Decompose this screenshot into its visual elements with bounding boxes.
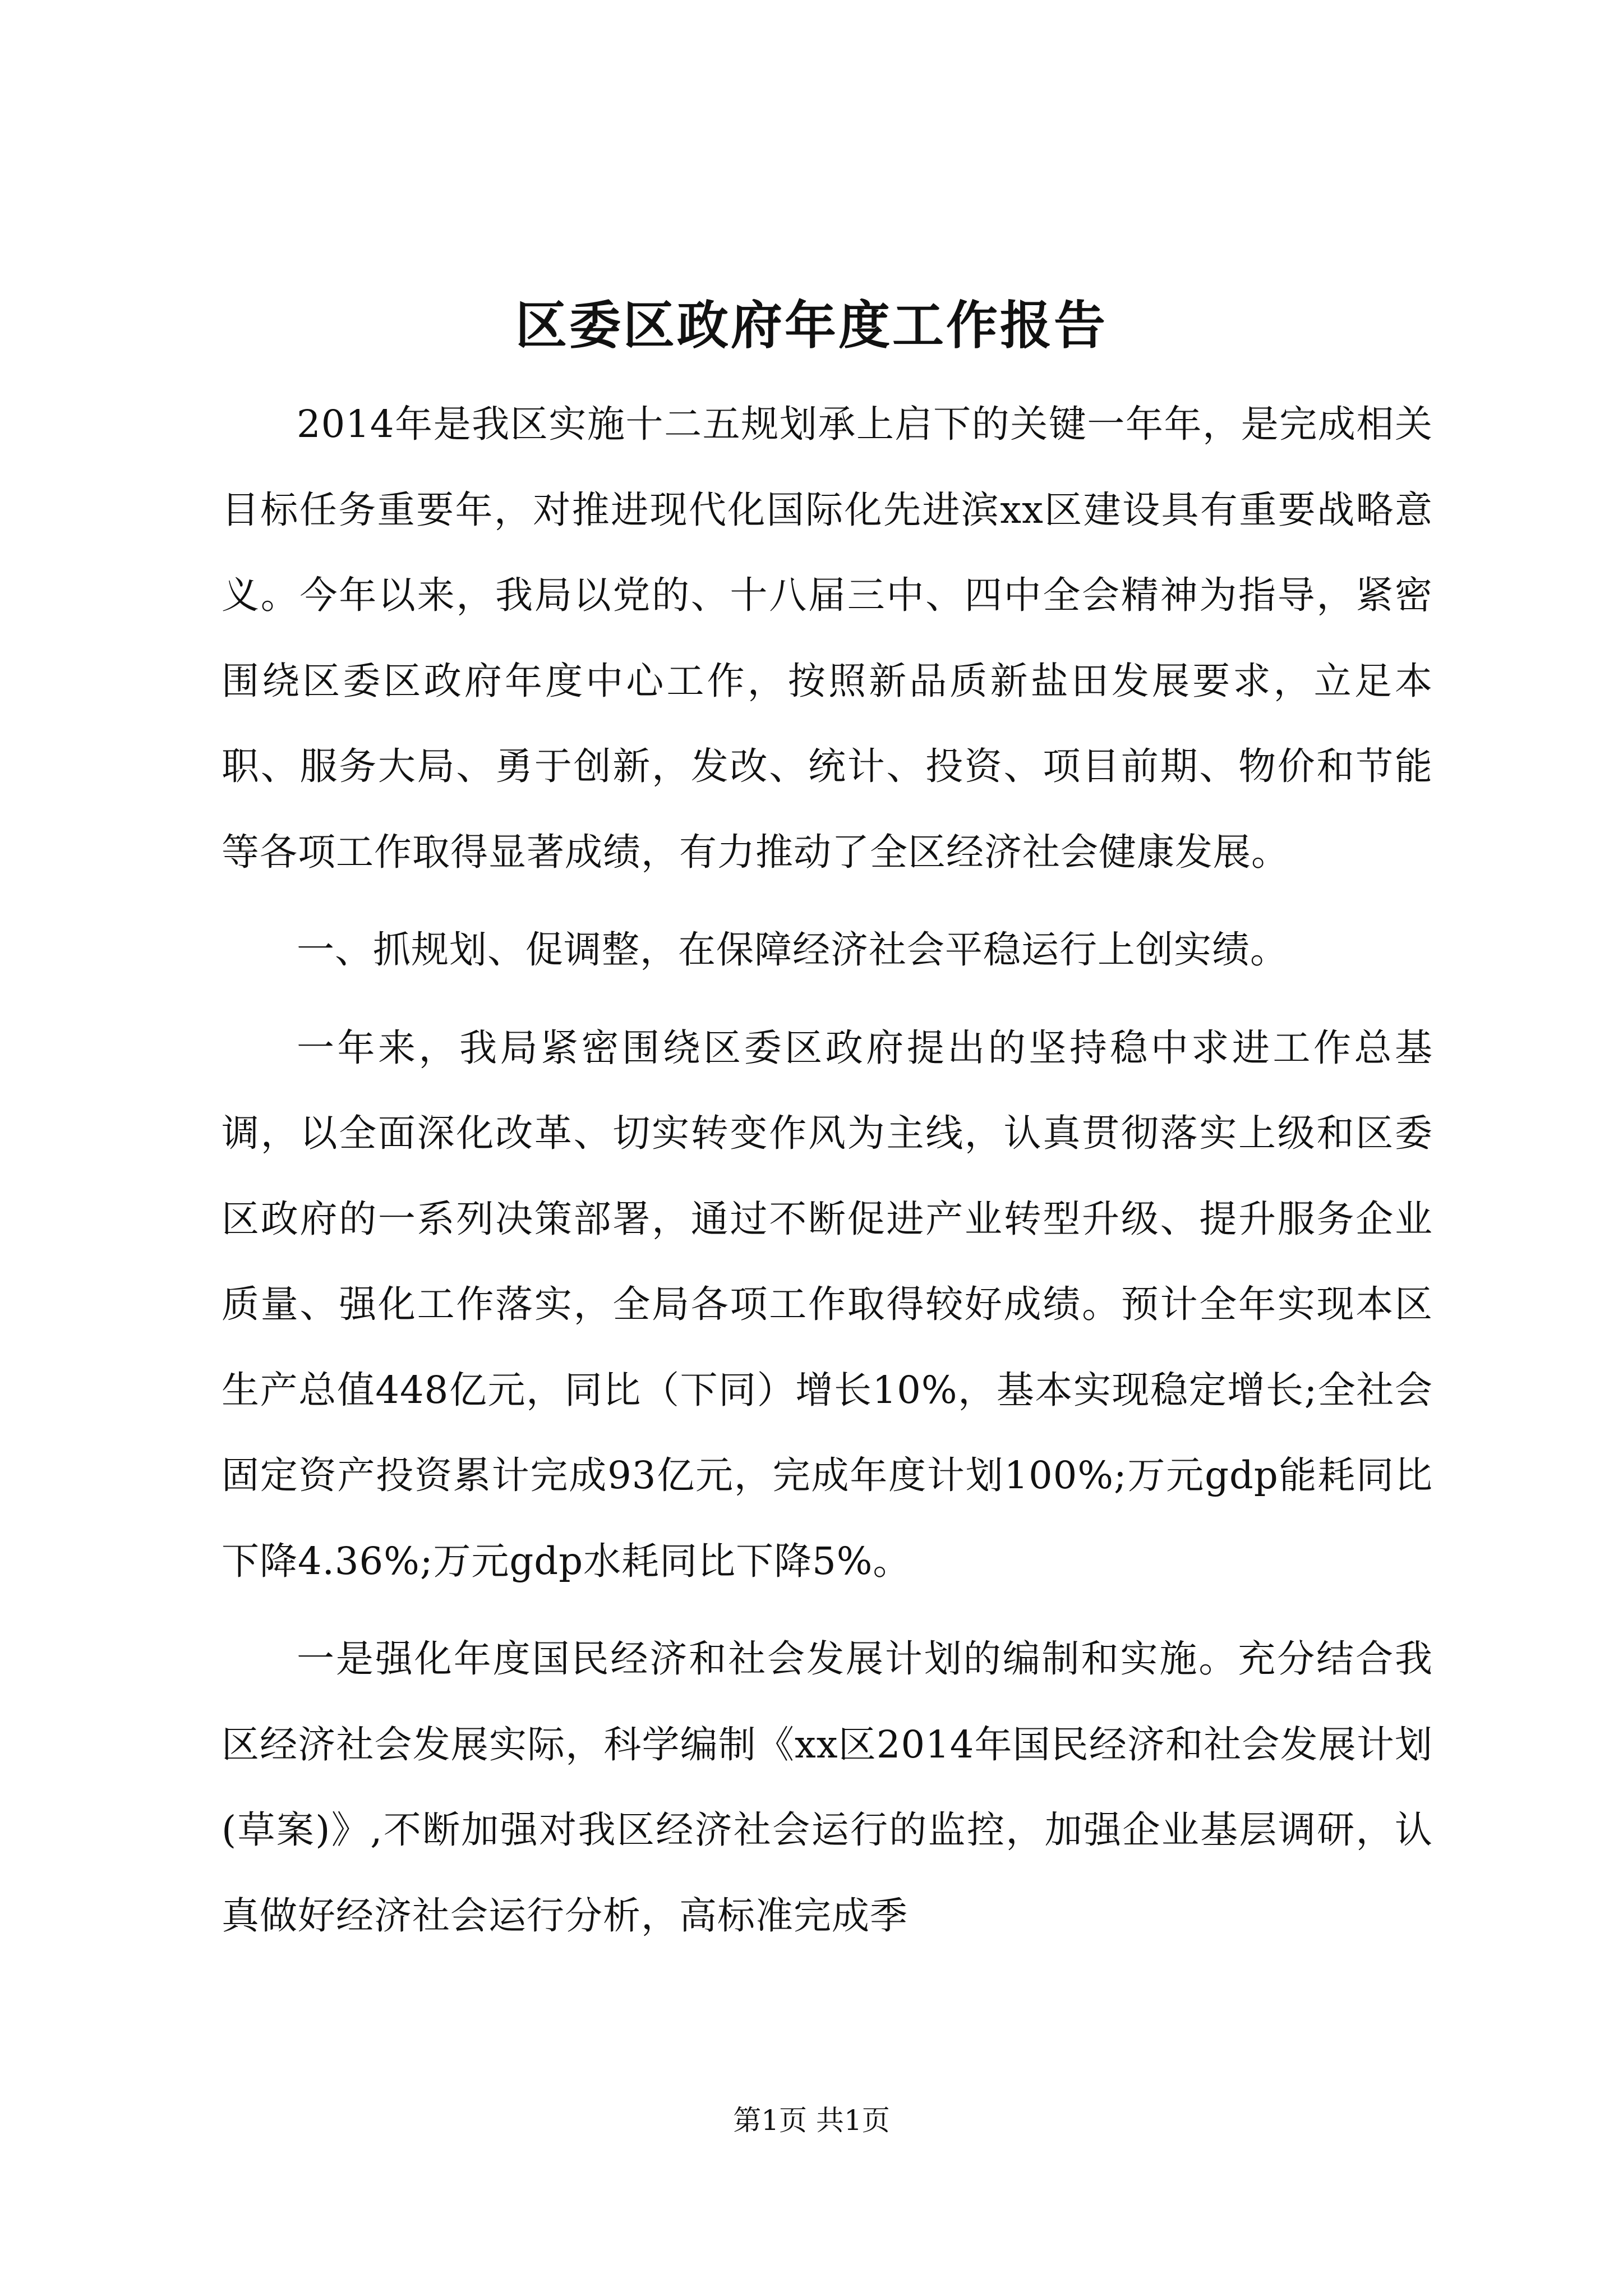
paragraph-item-one: 一是强化年度国民经济和社会发展计划的编制和实施。充分结合我区经济社会发展实际，科学编制《xx区2014年国民经济和社会发展计划(草案)》,不断加强对我区经济社会运行的监控，加强企业基层调研，认真做好经济社会运行分析，高标准完成季 xyxy=(222,1637,1433,1938)
paragraph-section-heading: 一、抓规划、促调整，在保障经济社会平稳运行上创实绩。 xyxy=(297,928,1288,972)
page-number-footer: 第1页 共1页 xyxy=(733,2104,890,2137)
paragraph-summary: 一年来，我局紧密围绕区委区政府提出的坚持稳中求进工作总基调，以全面深化改革、切实转变作风为主线，认真贯彻落实上级和区委区政府的一系列决策部署，通过不断促进产业转型升级、提升服务企业质量、强化工作落实，全局各项工作取得较好成绩。预计全年实现本区生产总值448亿元，同比（下同）增长10%，基本实现稳定增长;全社会固定资产投资累计完成93亿元，完成年度计划100%;万元gdp能耗同比下降4.36%;万元gdp水耗同比下降5%。 xyxy=(222,1025,1433,1583)
paragraph-intro: 2014年是我区实施十二五规划承上启下的关键一年年，是完成相关目标任务重要年，对推进现代化国际化先进滨xx区建设具有重要战略意义。今年以来，我局以党的、十八届三中、四中全会精神为指导，紧密围绕区委区政府年度中心工作，按照新品质新盐田发展要求，立足本职、服务大局、勇于创新，发改、统计、投资、项目前期、物价和节能等各项工作取得显著成绩，有力推动了全区经济社会健康发展。 xyxy=(222,402,1433,874)
document-body xyxy=(222,381,1433,1971)
document-title: 区委区政府年度工作报告 xyxy=(515,295,1108,356)
